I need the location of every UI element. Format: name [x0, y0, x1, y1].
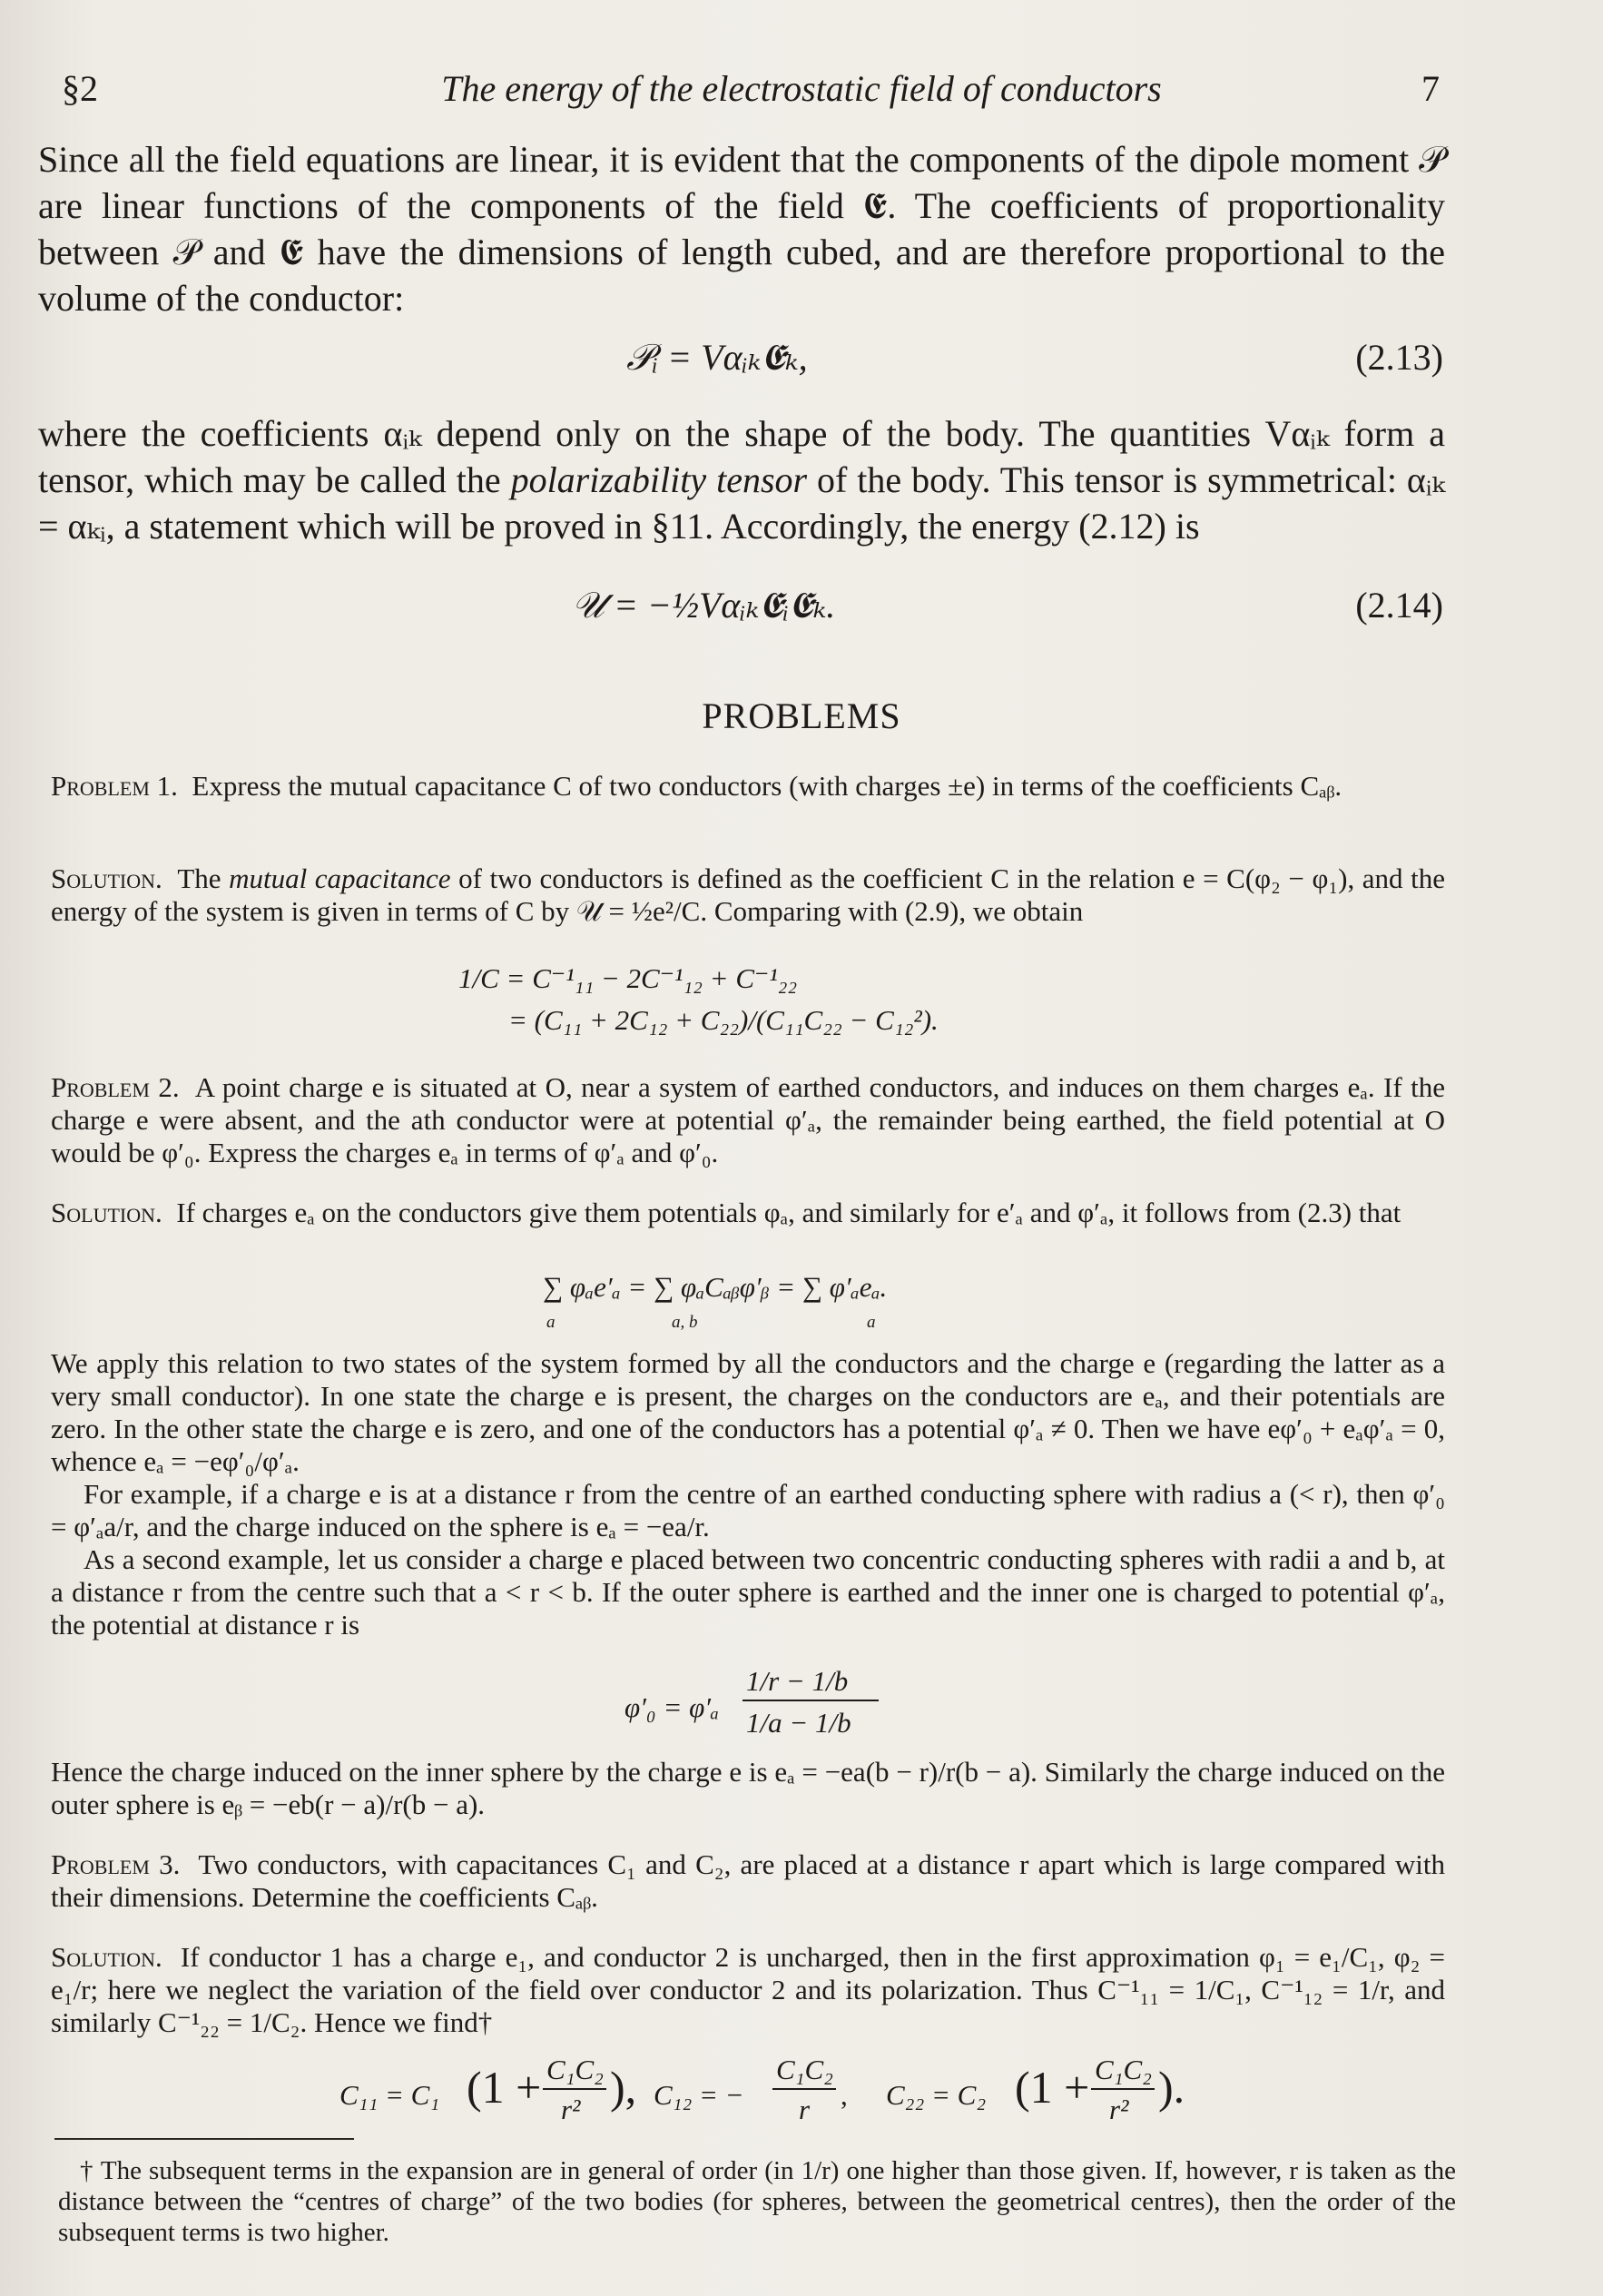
c11-close-paren: ), [610, 2062, 637, 2113]
section-mark: §2 [62, 68, 98, 109]
capacitance-equation-line-2: = (C₁₁ + 2C₁₂ + C₂₂)/(C₁₁C₂₂ − C₁₂²). [508, 1004, 939, 1036]
c12-lhs: C₁₂ = − [654, 2079, 744, 2111]
equation-2-13: 𝒫ᵢ = Vαᵢₖ𝕰ₖ, [626, 337, 808, 378]
footnote-rule [54, 2138, 354, 2140]
c11-lhs: C₁₁ = C₁ [339, 2079, 440, 2111]
intro-paragraph: Since all the field equations are linear, it is evident that the components of the dipole moment 𝒫 are linear functions of the components of the field 𝕰. The coefficients of proportionality between 𝒫 and 𝕰 have the dimensions of length cubed, and are therefore proportional to the volume of the conductor: [38, 139, 1445, 319]
problem-3-statement: Problem 3. Two conductors, with capacitances C₁ and C₂, are placed at a distance r apart which is large compared with their dimensions. Determine the coefficients Cₐᵦ. [51, 1848, 1445, 1913]
problem-2-example-2: As a second example, let us consider a charge e placed between two concentric conducting spheres with radii a and b, at a distance r from the centre such that a < r < b. If the outer sphere is earthed and the inner one is charged to potential φ′ₐ, the potential at distance r is [51, 1543, 1445, 1641]
problem-3-label: Problem 3. [51, 1848, 181, 1880]
solution-3-label: Solution. [51, 1941, 162, 1973]
c11-fraction-bar [543, 2088, 606, 2090]
c12-numerator: C₁C₂ [776, 2054, 833, 2085]
sum-index-a: a [546, 1313, 556, 1332]
page-number: 7 [1421, 68, 1440, 109]
c11-numerator: C₁C₂ [546, 2054, 604, 2085]
problem-3-solution: Solution. If conductor 1 has a charge e₁, and conductor 2 is uncharged, then in the first approximation φ₁ = e₁/C₁, φ₂ = e₁/r; here we neglect the variation of the field over conductor 2 and its polarization. Thus C⁻¹₁₁ = 1/C₁, C⁻¹₁₂ = 1/r, and similarly C⁻¹₂₂ = 1/C₂. Hence we find† [51, 1941, 1446, 2038]
capacitance-equation-line-1: 1/C = C⁻¹₁₁ − 2C⁻¹₁₂ + C⁻¹₂₂ [458, 962, 798, 994]
c22-close-paren: ). [1158, 2062, 1185, 2113]
c22-lhs: C₂₂ = C₂ [886, 2079, 987, 2111]
sum-index-a-2: a [867, 1313, 876, 1332]
potential-fraction-numerator: 1/r − 1/b [746, 1665, 849, 1697]
c11-open-paren: (1 + [467, 2062, 542, 2113]
reciprocity-sum-equation: ∑ φₐe′ₐ = ∑ φₐCₐᵦφ′ᵦ = ∑ φ′ₐeₐ. [543, 1271, 888, 1303]
solution-2-label: Solution. [51, 1197, 162, 1228]
problem-2-label: Problem 2. [51, 1071, 180, 1103]
sum-index-ab: a, b [672, 1313, 698, 1332]
c22-numerator: C₁C₂ [1095, 2054, 1152, 2085]
problem-1-solution: Solution. The mutual capacitance of two conductors is defined as the coefficient C in the relation e = C(φ₂ − φ₁), and the energy of the system is given in terms of C by 𝒰 = ½e²/C. Comparing with (2.9), we obtain [51, 862, 1445, 927]
c11-denominator: r² [561, 2094, 581, 2125]
problem-1-statement: Problem 1. Express the mutual capacitance C of two conductors (with charges ±e) in terms of the coefficients Cₐᵦ. [51, 770, 1342, 802]
problem-2-text-a: We apply this relation to two states of the system formed by all the conductors and the charge e (regarding the latter as a very small conductor). In one state the charge e is present, the charges on the conductors are eₐ, and their potentials are zero. In the other state the charge e is zero, and one of the conductors has a potential φ′ₐ ≠ 0. Then we have eφ′₀ + eₐφ′ₐ = 0, whence eₐ = −eφ′₀/φ′ₐ. [51, 1347, 1445, 1477]
equation-2-14: 𝒰 = −½Vαᵢₖ𝕰ᵢ𝕰ₖ. [572, 585, 836, 626]
c22-fraction-bar [1091, 2088, 1155, 2090]
potential-fraction-bar [742, 1700, 879, 1701]
problem-2-solution: Solution. If charges eₐ on the conductors give them potentials φₐ, and similarly for e′ₐ and φ′ₐ, it follows from (2.3) that [51, 1197, 1401, 1228]
problem-1-label: Problem 1. [51, 770, 178, 802]
polarizability-term: polarizability tensor [510, 459, 808, 500]
solution-1-label: Solution. [51, 862, 162, 894]
c12-comma: , [841, 2079, 848, 2111]
potential-fraction-denominator: 1/a − 1/b [746, 1707, 851, 1739]
running-header-title: The energy of the electrostatic field of conductors [441, 68, 1162, 109]
c22-denominator: r² [1109, 2094, 1129, 2125]
equation-2-13-number: (2.13) [1355, 337, 1443, 378]
polarizability-paragraph: where the coefficients αᵢₖ depend only on the shape of the body. The quantities Vαᵢₖ form a tensor, which may be called the polarizability tensor of the body. This tensor is symmetrical: αᵢₖ = αₖᵢ, a statement which will be proved in §11. Accordingly, the energy (2.12) is [38, 413, 1445, 547]
equation-2-14-number: (2.14) [1355, 585, 1443, 626]
potential-fraction-lhs: φ′₀ = φ′ₐ [624, 1691, 720, 1723]
problem-2-text-d: Hence the charge induced on the inner sphere by the charge e is eₐ = −ea(b − r)/r(b − a). Similarly the charge induced on the outer sphere is eᵦ = −eb(r − a)/r(b − a). [51, 1756, 1445, 1820]
problem-2-statement: Problem 2. A point charge e is situated at O, near a system of earthed conductors, and induces on them charges eₐ. If the charge e were absent, and the ath conductor were at potential φ′ₐ, the remainder being earthed, the field potential at O would be φ′₀. Express the charges eₐ in terms of φ′ₐ and φ′₀. [51, 1071, 1445, 1168]
footnote: † The subsequent terms in the expansion are in general of order (in 1/r) one higher than those given. If, however, r is taken as the distance between the “centres of charge” of the two bodies (for spheres, between the geometrical centres), then the order of the subsequent terms is two higher. [58, 2156, 1456, 2247]
c12-denominator: r [799, 2094, 811, 2125]
problem-2-example-1: For example, if a charge e is at a distance r from the centre of an earthed conducting sphere with radius a (< r), then φ′₀ = φ′ₐa/r, and the charge induced on the sphere is eₐ = −ea/r. [51, 1478, 1445, 1542]
c12-fraction-bar [772, 2088, 836, 2090]
c22-open-paren: (1 + [1015, 2062, 1090, 2113]
problems-heading: PROBLEMS [702, 695, 901, 736]
